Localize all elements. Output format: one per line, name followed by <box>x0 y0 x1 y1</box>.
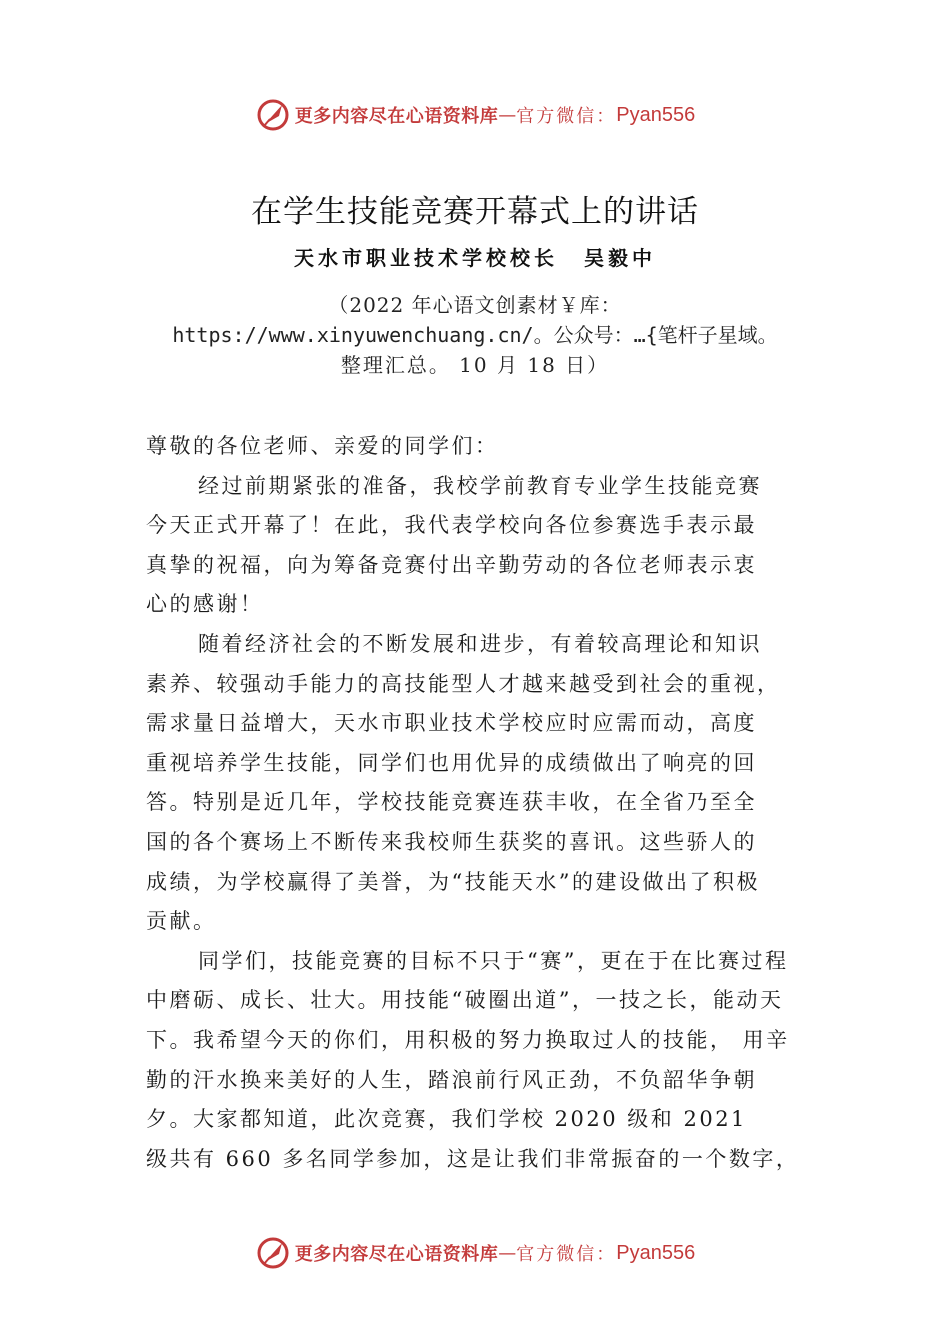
paragraph-line: 真挚的祝福，向为筹备竞赛付出辛勤劳动的各位老师表示衷 <box>146 552 757 577</box>
quill-logo-icon <box>255 97 291 133</box>
document-title: 在学生技能竞赛开幕式上的讲话 <box>251 194 699 230</box>
paragraph-1 <box>146 467 826 625</box>
banner-wechat-label: 官方微信： <box>516 1244 617 1265</box>
paragraph-line: 中磨砺、成长、壮大。用技能“破圈出道”，一技之长，能动天 <box>146 988 784 1013</box>
source-line-2: https://www.xinyuwenchuang.cn/。公众号：…{笔杆子星域。 <box>172 323 778 347</box>
paragraph-line: 需求量日益增大，天水市职业技术学校应时应需而动，高度 <box>146 711 757 736</box>
paragraph-line: 成绩，为学校赢得了美誉，为“技能天水”的建设做出了积极 <box>146 869 760 894</box>
quill-logo-icon <box>255 1235 291 1271</box>
banner-separator: — <box>498 1242 517 1264</box>
paragraph-line: 今天正式开幕了！在此，我代表学校向各位参赛选手表示最 <box>146 513 757 538</box>
paragraph-line: 贡献。 <box>146 909 217 934</box>
paragraph-line: 国的各个赛场上不断传来我校师生获奖的喜讯。这些骄人的 <box>146 829 757 854</box>
banner-separator: — <box>498 104 517 126</box>
salutation: 尊敬的各位老师、亲爱的同学们： <box>146 434 499 458</box>
paragraph-line: 心的感谢！ <box>146 592 264 617</box>
document-author <box>0 242 950 271</box>
banner-text: 更多内容尽在心语资料库 <box>294 106 499 127</box>
paragraph-line: 勤的汗水换来美好的人生，踏浪前行风正劲，不负韶华争朝 <box>146 1067 757 1092</box>
paragraph-line: 同学们，技能竞赛的目标不只于“赛”，更在于在比赛过程 <box>198 948 789 973</box>
paragraph-line: 经过前期紧张的准备，我校学前教育专业学生技能竞赛 <box>198 473 762 498</box>
paragraph-2 <box>146 625 826 942</box>
author-name: 吴毅中 <box>584 246 656 270</box>
footer-banner <box>0 1233 950 1273</box>
paragraph-line: 重视培养学生技能，同学们也用优异的成绩做出了响亮的回 <box>146 750 757 775</box>
paragraph-line: 夕。大家都知道，此次竞赛，我们学校 2020 级和 2021 <box>146 1107 747 1132</box>
header-banner <box>0 95 950 135</box>
banner-text: 更多内容尽在心语资料库 <box>294 1244 499 1265</box>
source-note <box>120 290 830 380</box>
banner-wechat-id: Pyan556 <box>616 1241 696 1264</box>
paragraph-line: 素养、较强动手能力的高技能型人才越来越受到社会的重视， <box>146 671 781 696</box>
banner-wechat-id: Pyan556 <box>616 103 696 126</box>
paragraph-line: 随着经济社会的不断发展和进步，有着较高理论和知识 <box>198 631 762 656</box>
paragraph-line: 答。特别是近几年，学校技能竞赛连获丰收，在全省乃至全 <box>146 790 757 815</box>
author-org: 天水市职业技术学校校长 <box>294 246 558 270</box>
paragraph-line: 级共有 660 多名同学参加，这是让我们非常振奋的一个数字， <box>146 1146 800 1171</box>
source-line-1: （2022 年心语文创素材￥库： <box>328 293 622 317</box>
paragraph-line: 下。我希望今天的你们，用积极的努力换取过人的技能， 用辛 <box>146 1027 790 1052</box>
paragraph-3 <box>146 942 826 1180</box>
source-line-3: 整理汇总。 10 月 18 日） <box>340 353 610 377</box>
banner-wechat-label: 官方微信： <box>516 106 617 127</box>
document-body <box>146 427 826 1179</box>
